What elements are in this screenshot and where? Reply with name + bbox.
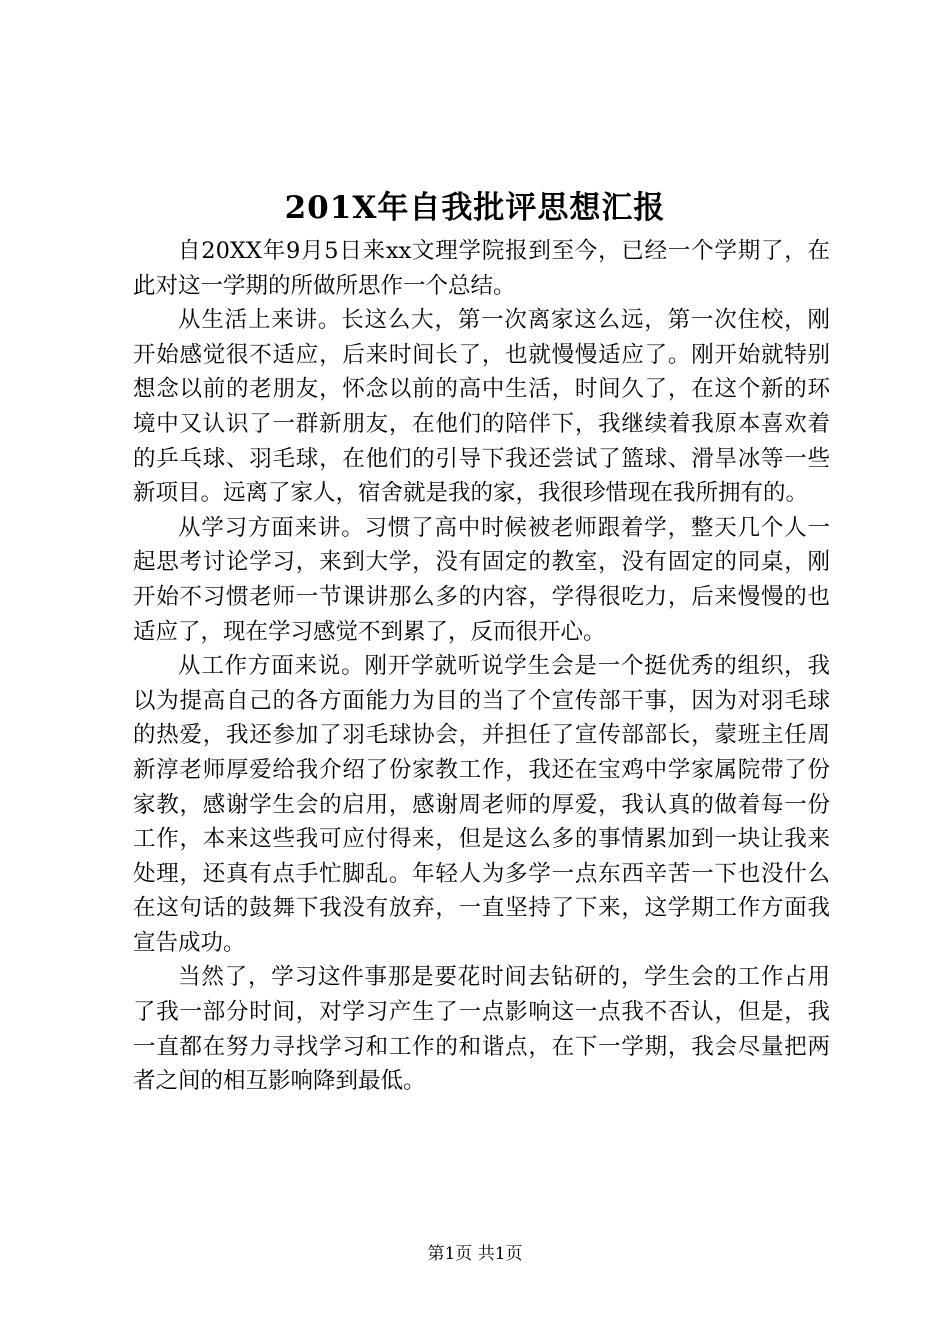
paragraph-conclusion: 当然了，学习这件事那是要花时间去钻研的，学生会的工作占用了我一部分时间，对学习产生了一点影响这一点我不否认，但是，我一直都在努力寻找学习和工作的和谐点，在下一学期，我会尽量把两者之间的相互影响降到最低。 <box>133 964 830 1095</box>
document-title: 201X年自我批评思想汇报 <box>284 190 666 226</box>
paragraph-work: 从工作方面来说。刚开学就听说学生会是一个挺优秀的组织，我以为提高自己的各方面能力为目的当了个宣传部干事，因为对羽毛球的热爱，我还参加了羽毛球协会，并担任了宣传部部长，蒙班主任周新淳老师厚爱给我介绍了份家教工作，我还在宝鸡中学家属院带了份家教，感谢学生会的启用，感谢周老师的厚爱，我认真的做着每一份工作，本来这些我可应付得来，但是这么多的事情累加到一块让我来处理，还真有点手忙脚乱。年轻人为多学一点东西辛苦一下也没什么在这句话的鼓舞下我没有放弃，一直坚持了下来，这学期工作方面我宣告成功。 <box>133 653 830 956</box>
paragraph-intro: 自20XX年9月5日来xx文理学院报到至今，已经一个学期了，在此对这一学期的所做所思作一个总结。 <box>133 238 830 299</box>
paragraph-life: 从生活上来讲。长这么大，第一次离家这么远，第一次住校，刚开始感觉很不适应，后来时间长了，也就慢慢适应了。刚开始就特别想念以前的老朋友，怀念以前的高中生活，时间久了，在这个新的环境中又认识了一群新朋友，在他们的陪伴下，我继续着我原本喜欢着的乒乓球、羽毛球，在他们的引导下我还尝试了篮球、滑旱冰等一些新项目。远离了家人，宿舍就是我的家，我很珍惜现在我所拥有的。 <box>133 307 830 507</box>
page-footer: 第1页 共1页 <box>427 1244 523 1264</box>
document-body <box>133 234 830 1099</box>
paragraph-study: 从学习方面来讲。习惯了高中时候被老师跟着学，整天几个人一起思考讨论学习，来到大学，没有固定的教室，没有固定的同桌，刚开始不习惯老师一节课讲那么多的内容，学得很吃力，后来慢慢的也适应了，现在学习感觉不到累了，反而很开心。 <box>133 514 830 645</box>
